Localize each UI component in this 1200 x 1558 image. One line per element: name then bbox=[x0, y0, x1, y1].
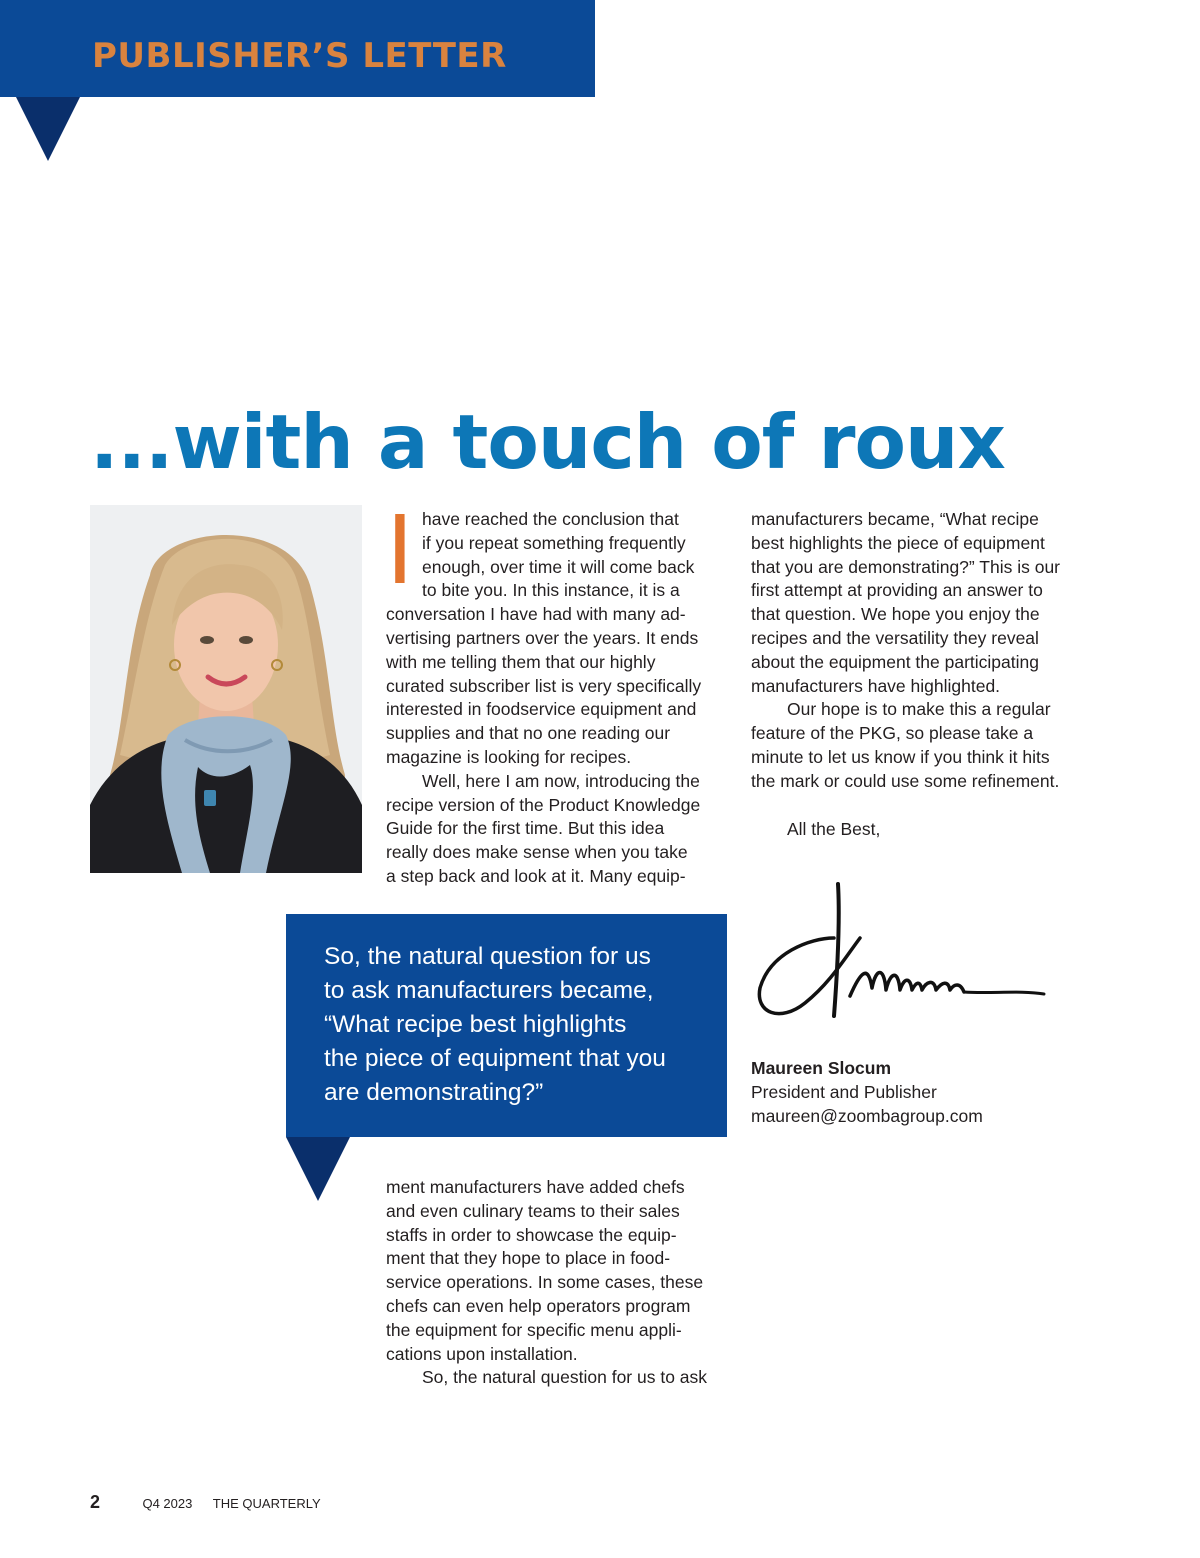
signature-block bbox=[751, 1056, 983, 1128]
text-line: and even culinary teams to their sales bbox=[386, 1200, 680, 1221]
text-line: if you repeat something frequently bbox=[422, 532, 686, 553]
pull-quote bbox=[286, 914, 727, 1137]
author-email: maureen@zoombagroup.com bbox=[751, 1106, 983, 1126]
text-line: that question. We hope you enjoy the bbox=[751, 604, 1040, 625]
text-line: with me telling them that our highly bbox=[386, 651, 656, 672]
text-line: vertising partners over the years. It ends bbox=[386, 627, 699, 648]
publication-name: THE QUARTERLY bbox=[212, 1496, 321, 1511]
text-line: ment manufacturers have added chefs bbox=[386, 1177, 685, 1197]
text-line: ment that they hope to place in food- bbox=[386, 1248, 671, 1269]
signature-drawing bbox=[750, 878, 1050, 1028]
text-line: enough, over time it will come back bbox=[422, 556, 695, 577]
text-line: conversation I have had with many ad- bbox=[386, 604, 686, 625]
text-line: interested in foodservice equipment and bbox=[386, 699, 697, 720]
text-line: recipes and the versatility they reveal bbox=[751, 627, 1039, 648]
text-line: recipe version of the Product Knowledge bbox=[386, 794, 701, 815]
body-column-1-continued bbox=[386, 1176, 736, 1390]
text-line: supplies and that no one reading our bbox=[386, 723, 671, 744]
text-line: Our hope is to make this a regular bbox=[787, 699, 1051, 720]
text-line: magazine is looking for recipes. bbox=[386, 746, 632, 767]
issue-label: Q4 2023 bbox=[142, 1496, 193, 1511]
pull-quote-line: the piece of equipment that you bbox=[324, 1045, 666, 1072]
text-line: service operations. In some cases, these bbox=[386, 1272, 704, 1293]
banner-tail bbox=[16, 97, 80, 161]
body-column-1 bbox=[386, 508, 736, 889]
section-label: PUBLISHER’S LETTER bbox=[92, 36, 507, 76]
text-line: So, the natural question for us to ask bbox=[422, 1367, 708, 1388]
text-line: the mark or could use some refinement. bbox=[751, 770, 1060, 791]
text-line: chefs can even help operators program bbox=[386, 1295, 691, 1316]
text-line: to bite you. In this instance, it is a bbox=[422, 580, 680, 601]
text-line: the equipment for specific menu appli- bbox=[386, 1319, 682, 1340]
text-line: Guide for the first time. But this idea bbox=[386, 818, 665, 839]
author-name: Maureen Slocum bbox=[751, 1058, 892, 1078]
text-line: best highlights the piece of equipment bbox=[751, 532, 1045, 553]
author-title: President and Publisher bbox=[751, 1082, 937, 1102]
paragraph-gap bbox=[751, 794, 1101, 818]
text-line: minute to let us know if you think it hits bbox=[751, 746, 1050, 767]
text-line: manufacturers have highlighted. bbox=[751, 675, 1001, 696]
article-headline: ...with a touch of roux bbox=[90, 398, 1005, 486]
text-line: first attempt at providing an answer to bbox=[751, 580, 1043, 601]
section-banner bbox=[0, 0, 595, 97]
text-line: about the equipment the participating bbox=[751, 651, 1039, 672]
pull-quote-text bbox=[324, 940, 666, 1110]
text-line: feature of the PKG, so please take a bbox=[751, 723, 1034, 744]
pull-quote-tail bbox=[286, 1137, 350, 1201]
pull-quote-line: are demonstrating?” bbox=[324, 1079, 544, 1106]
text-line: manufacturers became, “What recipe bbox=[751, 509, 1039, 529]
drop-cap: I bbox=[386, 493, 414, 605]
pull-quote-line: So, the natural question for us bbox=[324, 943, 651, 970]
pull-quote-line: to ask manufacturers became, bbox=[324, 977, 654, 1004]
portrait-illustration bbox=[90, 505, 362, 873]
closing-line: All the Best, bbox=[787, 818, 881, 839]
author-portrait bbox=[90, 505, 362, 873]
page-footer bbox=[90, 1492, 321, 1513]
text-line: a step back and look at it. Many equip- bbox=[386, 865, 686, 886]
page-number: 2 bbox=[90, 1492, 101, 1512]
text-line: that you are demonstrating?” This is our bbox=[751, 556, 1061, 577]
dropcap-paragraph-lines bbox=[386, 508, 736, 603]
body-column-2 bbox=[751, 508, 1101, 841]
text-line: Well, here I am now, introducing the bbox=[422, 770, 700, 791]
text-line: cations upon installation. bbox=[386, 1343, 578, 1364]
pull-quote-line: “What recipe best highlights bbox=[324, 1011, 627, 1038]
handwritten-signature bbox=[750, 878, 1050, 1028]
text-line: curated subscriber list is very specifically bbox=[386, 675, 702, 696]
text-line: staffs in order to showcase the equip- bbox=[386, 1224, 677, 1245]
text-line: really does make sense when you take bbox=[386, 842, 688, 863]
text-line: have reached the conclusion that bbox=[422, 509, 679, 529]
